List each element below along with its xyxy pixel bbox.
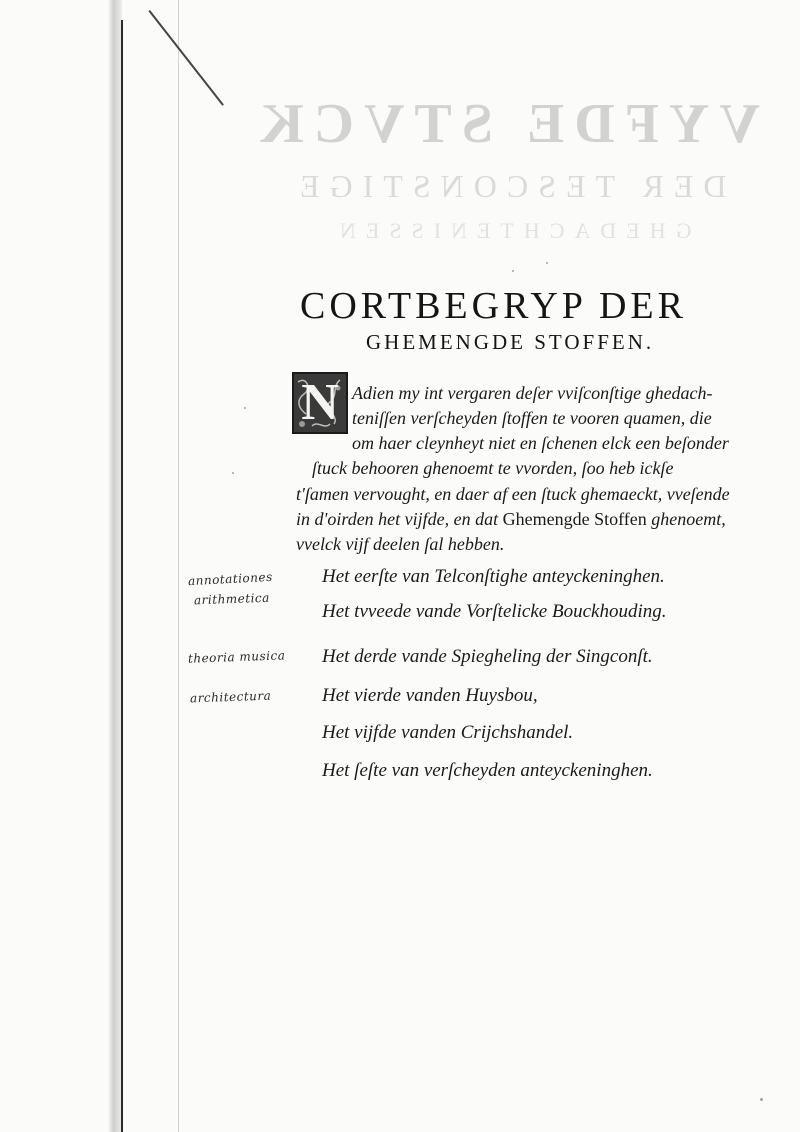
initial-letter: N [301,374,339,431]
ink-speck [512,270,514,272]
contents-item-3: Het derde vande Spiegheling der Singconſt. [322,646,653,667]
paragraph-line: teniſſen verſcheyden ſtoffen te vooren quamen, die [352,408,712,428]
decorated-initial [292,372,348,434]
bleed-through-subheading-2: GHEDACHTENISSEN [330,218,692,243]
binding-edge-line [121,20,123,1132]
handwritten-note: annotationes [187,569,273,589]
ink-speck [244,407,246,409]
bleed-through-subheading: DER TESCONSTIGE [290,168,727,204]
contents-item-4: Het vierde vanden Huysbou, [322,685,538,706]
section-name: Ghemengde Stoffen [502,509,647,529]
paragraph-line: om haer cleynheyt niet en ſchenen elck een beſonder [352,433,729,453]
contents-item-1: Het eerſte van Telconſtighe anteyckeninghen. [322,566,665,587]
page-subtitle: GHEMENGDE STOFFEN. [366,330,655,354]
contents-item-2: Het tvveede vande Vorſtelicke Bouckhouding. [322,601,667,622]
handwritten-note: theoria musica [187,648,286,666]
paragraph-line: Adien my int vergaren deſer vviſconſtige ghedach- [352,383,713,403]
page-crease [148,10,223,106]
ink-speck [232,472,234,474]
ink-speck [760,1098,763,1101]
handwritten-note: arithmetica [193,590,271,608]
handwritten-note: architectura [189,688,272,706]
ink-speck [546,262,548,264]
paragraph-line: vvelck vijf deelen ſal hebben. [296,534,505,554]
margin-shadow-line [178,0,179,1132]
paragraph-text: in d'oirden het vijfde, en dat [296,509,503,529]
contents-item-5: Het vijfde vanden Crijchshandel. [322,722,574,743]
paragraph-text: ghenoemt, [646,509,726,529]
paragraph-line [296,509,726,530]
paragraph-line: t'ſamen vervought, en daer af een ſtuck ghemaeckt, vveſende [296,484,730,504]
page-title: CORTBEGRYP DER [300,285,687,327]
bleed-through-heading: VYFDE STVCK [250,93,760,155]
contents-item-6: Het ſeſte van verſcheyden anteyckeninghen. [322,760,653,781]
binding-gutter [108,0,122,1132]
paragraph-line: ſtuck behooren ghenoemt te vvorden, ſoo heb ickſe [312,458,674,478]
